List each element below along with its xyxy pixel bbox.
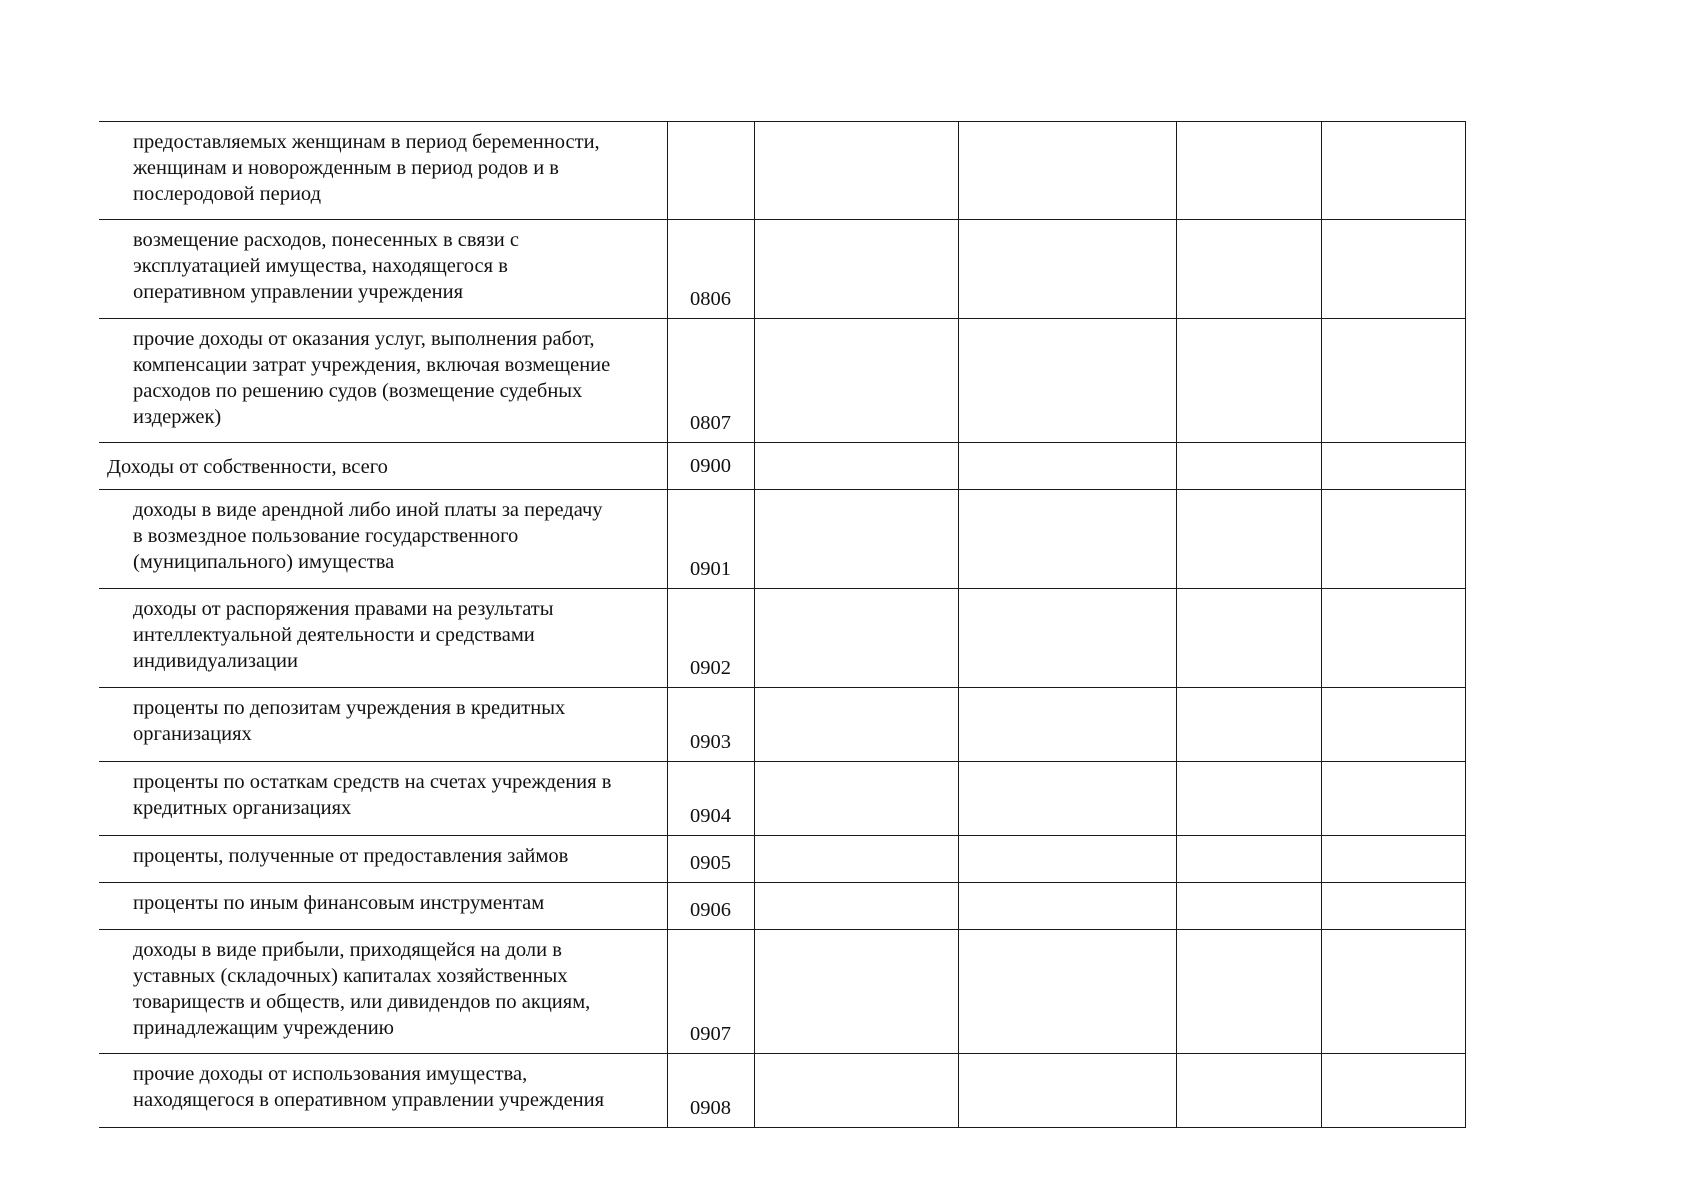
table-row [99,762,1465,836]
row-code: 0903 [667,688,754,762]
row-code [667,122,754,220]
row-indicator-name [99,220,667,319]
value-cell-3 [1176,1054,1321,1128]
value-cell-3 [1176,688,1321,762]
value-cell-1 [754,220,958,319]
row-code: 0906 [667,883,754,930]
row-indicator-text: прочие доходы от оказания услуг, выполнения работ, компенсации затрат учреждения, включая возмещение расходов по решению судов (возмещение судебных издержек) [133,328,611,428]
row-code: 0900 [667,443,754,490]
row-indicator-text: доходы в виде арендной либо иной платы за передачу в возмездное пользование государственного (муниципального) имущества [133,499,603,573]
value-cell-2 [958,443,1176,490]
value-cell-3 [1176,319,1321,443]
row-indicator-name [99,762,667,836]
value-cell-3 [1176,836,1321,883]
table-row [99,220,1465,319]
table-row [99,883,1465,930]
value-cell-2 [958,319,1176,443]
value-cell-3 [1176,443,1321,490]
value-cell-1 [754,490,958,589]
value-cell-1 [754,319,958,443]
row-code: 0904 [667,762,754,836]
row-indicator-name [99,836,667,883]
income-table-body [99,122,1465,1128]
row-indicator-text: возмещение расходов, понесенных в связи с эксплуатацией имущества, находящегося в оперативном управлении учреждения [133,229,520,303]
value-cell-3 [1176,930,1321,1054]
table-row [99,122,1465,220]
row-code: 0902 [667,589,754,688]
row-code: 0905 [667,836,754,883]
value-cell-4 [1321,762,1465,836]
value-cell-2 [958,762,1176,836]
row-code: 0806 [667,220,754,319]
value-cell-4 [1321,490,1465,589]
value-cell-1 [754,122,958,220]
table-row [99,930,1465,1054]
table-row [99,836,1465,883]
value-cell-3 [1176,220,1321,319]
value-cell-1 [754,836,958,883]
row-indicator-name [99,930,667,1054]
row-code: 0901 [667,490,754,589]
table-row [99,490,1465,589]
row-indicator-name [99,443,667,490]
value-cell-2 [958,930,1176,1054]
table-row [99,319,1465,443]
value-cell-2 [958,589,1176,688]
value-cell-3 [1176,762,1321,836]
value-cell-4 [1321,319,1465,443]
value-cell-4 [1321,589,1465,688]
value-cell-4 [1321,443,1465,490]
row-indicator-text: доходы от распоряжения правами на результаты интеллектуальной деятельности и средствами индивидуализации [133,598,554,672]
value-cell-4 [1321,1054,1465,1128]
value-cell-1 [754,443,958,490]
value-cell-3 [1176,589,1321,688]
value-cell-1 [754,883,958,930]
row-code: 0908 [667,1054,754,1128]
value-cell-4 [1321,930,1465,1054]
value-cell-2 [958,688,1176,762]
row-code: 0907 [667,930,754,1054]
row-indicator-text: проценты по депозитам учреждения в кредитных организациях [133,697,566,745]
table-row [99,688,1465,762]
value-cell-2 [958,836,1176,883]
row-indicator-text: проценты по остаткам средств на счетах учреждения в кредитных организациях [133,771,612,819]
value-cell-1 [754,762,958,836]
value-cell-2 [958,883,1176,930]
row-indicator-text: проценты, полученные от предоставления займов [133,845,569,867]
row-indicator-text: предоставляемых женщинам в период беременности, женщинам и новорожденным в период родов и в послеродовой период [133,131,600,205]
row-indicator-name [99,1054,667,1128]
value-cell-1 [754,688,958,762]
value-cell-2 [958,220,1176,319]
value-cell-2 [958,122,1176,220]
value-cell-2 [958,490,1176,589]
value-cell-3 [1176,883,1321,930]
row-indicator-text: прочие доходы от использования имущества, находящегося в оперативном управлении учреждения [133,1063,605,1111]
row-indicator-name [99,490,667,589]
row-indicator-text: проценты по иным финансовым инструментам [133,892,545,914]
income-table [99,121,1466,1128]
value-cell-1 [754,930,958,1054]
value-cell-4 [1321,220,1465,319]
value-cell-1 [754,589,958,688]
value-cell-1 [754,1054,958,1128]
table-row [99,443,1465,490]
value-cell-4 [1321,688,1465,762]
row-indicator-name [99,589,667,688]
value-cell-3 [1176,122,1321,220]
table-row [99,589,1465,688]
row-indicator-text: доходы в виде прибыли, приходящейся на доли в уставных (складочных) капиталах хозяйственных товариществ и обществ, или дивидендов по акциям, принадлежащим учреждению [133,939,591,1039]
value-cell-3 [1176,490,1321,589]
value-cell-2 [958,1054,1176,1128]
value-cell-4 [1321,122,1465,220]
row-indicator-name [99,122,667,220]
row-indicator-name [99,319,667,443]
value-cell-4 [1321,883,1465,930]
row-indicator-name [99,883,667,930]
row-code: 0807 [667,319,754,443]
row-indicator-text: Доходы от собственности, всего [107,455,388,478]
value-cell-4 [1321,836,1465,883]
row-indicator-name [99,688,667,762]
table-row [99,1054,1465,1128]
